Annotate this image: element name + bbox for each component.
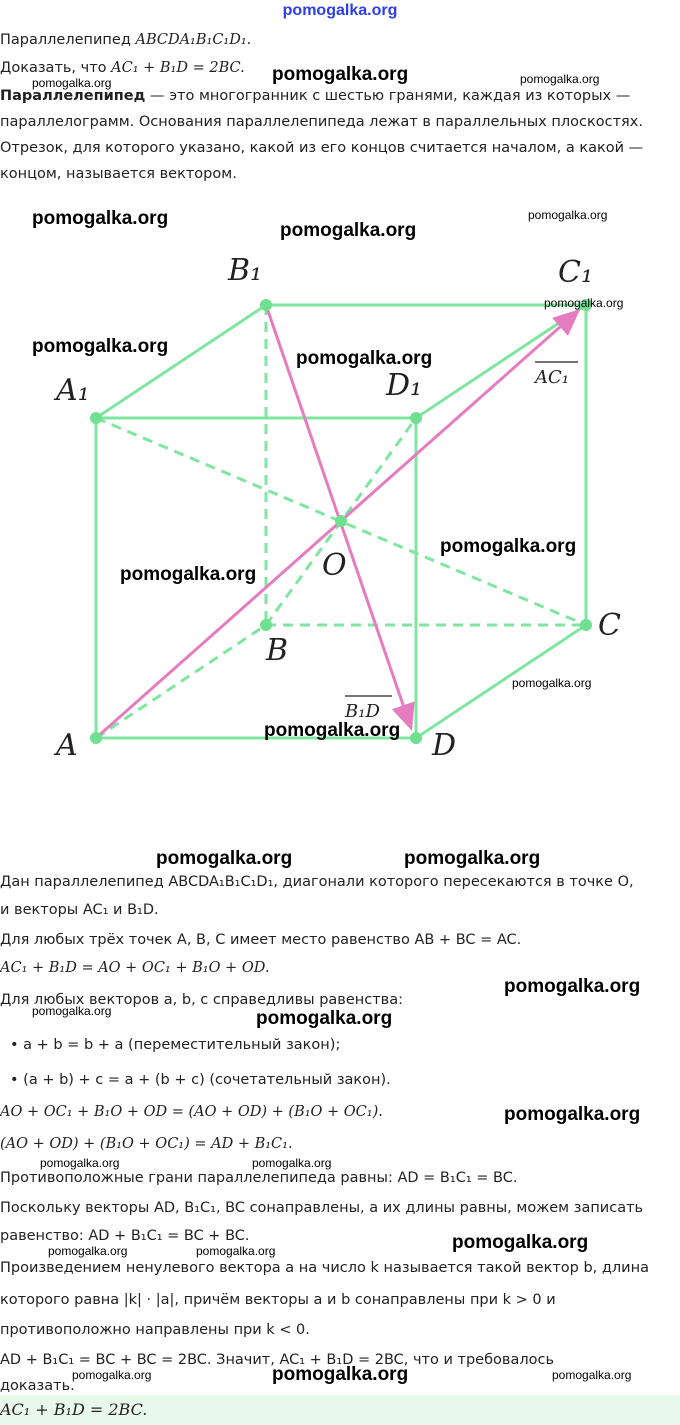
label-B: B xyxy=(266,633,289,668)
label-A1: A₁ xyxy=(56,373,90,408)
solution-line-2: и векторы AC₁ и B₁D. xyxy=(0,902,159,918)
watermark: pomogalka.org xyxy=(72,1368,152,1382)
definition-line-3: Отрезок, для которого указано, какой из его концов считается началом, а какой — xyxy=(0,140,644,156)
watermark: pomogalka.org xyxy=(256,1008,393,1029)
vertex-O xyxy=(335,515,347,527)
solution-line-6: • a + b = b + a (переместительный закон); xyxy=(10,1037,341,1053)
parallelepiped-figure xyxy=(0,190,680,780)
solution-line-4: AC₁ + B₁D = AO + OC₁ + B₁O + OD. xyxy=(0,960,270,976)
watermark: pomogalka.org xyxy=(120,564,257,585)
watermark: pomogalka.org xyxy=(440,536,577,557)
watermark: pomogalka.org xyxy=(552,1368,632,1382)
watermark: pomogalka.org xyxy=(264,720,401,741)
label-A: A xyxy=(56,728,78,763)
vertex-C xyxy=(580,619,592,631)
solution-line-9: (AO + OD) + (B₁O + OC₁) = AD + B₁C₁. xyxy=(0,1136,293,1152)
label-D1: D₁ xyxy=(386,368,423,403)
solution-line-11: Поскольку векторы AD, B₁C₁, BC сонаправлены, а их длины равны, можем записать xyxy=(0,1200,644,1216)
solution-line-5: Для любых векторов a, b, c справедливы равенства: xyxy=(0,992,403,1008)
label-B1: B₁ xyxy=(228,253,263,288)
vertex-D1 xyxy=(410,412,422,424)
vertex-A1 xyxy=(90,412,102,424)
watermark: pomogalka.org xyxy=(528,208,608,222)
label-vector-B1D: B₁D xyxy=(345,701,380,722)
solution-line-17: доказать. xyxy=(0,1378,75,1394)
task-line-2: Доказать, что AC₁ + B₁D = 2BC. xyxy=(0,60,245,76)
watermark: pomogalka.org xyxy=(520,72,600,86)
watermark: pomogalka.org xyxy=(544,296,624,310)
watermark: pomogalka.org xyxy=(272,64,409,85)
watermark: pomogalka.org xyxy=(280,220,417,241)
solution-line-1: Дан параллелепипед ABCDA₁B₁C₁D₁, диагонали которого пересекаются в точке O, xyxy=(0,874,634,890)
definition-line-2: параллелограмм. Основания параллелепипеда лежат в параллельных плоскостях. xyxy=(0,114,643,130)
vertex-B1 xyxy=(260,299,272,311)
result-highlight xyxy=(0,1395,680,1425)
solution-line-14: которого равна |k| · |a|, причём векторы a и b сонаправлены при k > 0 и xyxy=(0,1292,556,1308)
edge-AB xyxy=(96,625,266,738)
solution-line-10: Противоположные грани параллелепипеда равны: AD = B₁C₁ = BC. xyxy=(0,1170,518,1186)
solution-line-3: Для любых трёх точек A, B, C имеет место равенство AB + BC = AC. xyxy=(0,932,522,948)
watermark: pomogalka.org xyxy=(196,1244,276,1258)
solution-line-7: • (a + b) + c = a + (b + c) (сочетательный закон). xyxy=(10,1072,391,1088)
solution-line-13: Произведением ненулевого вектора a на число k называется такой вектор b, длина xyxy=(0,1260,649,1276)
vertex-D xyxy=(410,732,422,744)
watermark: pomogalka.org xyxy=(32,1004,112,1018)
solution-line-16: AD + B₁C₁ = BC + BC = 2BC. Значит, AC₁ + B₁D = 2BC, что и требовалось xyxy=(0,1352,554,1368)
vertex-B xyxy=(260,619,272,631)
task-line-1: Параллелепипед ABCDA₁B₁C₁D₁. xyxy=(0,32,252,48)
watermark: pomogalka.org xyxy=(504,976,641,997)
watermark: pomogalka.org xyxy=(32,76,112,90)
watermark: pomogalka.org xyxy=(32,208,169,229)
watermark: pomogalka.org xyxy=(512,676,592,690)
watermark: pomogalka.org xyxy=(452,1232,589,1253)
solution-line-8: AO + OC₁ + B₁O + OD = (AO + OD) + (B₁O + OC₁). xyxy=(0,1104,383,1120)
label-O: O xyxy=(322,548,347,583)
watermark: pomogalka.org xyxy=(40,1156,120,1170)
watermark: pomogalka.org xyxy=(32,336,169,357)
watermark: pomogalka.org xyxy=(48,1244,128,1258)
site-header[interactable]: pomogalka.org xyxy=(282,2,398,19)
definition-line-1: Параллелепипед — это многогранник с шестью гранями, каждая из которых — xyxy=(0,88,631,104)
solution-line-15: противоположно направлены при k < 0. xyxy=(0,1322,310,1338)
edge-A1B1 xyxy=(96,305,266,418)
watermark: pomogalka.org xyxy=(404,848,541,869)
watermark: pomogalka.org xyxy=(252,1156,332,1170)
watermark: pomogalka.org xyxy=(296,348,433,369)
definition-line-4: концом, называется вектором. xyxy=(0,166,237,182)
watermark: pomogalka.org xyxy=(156,848,293,869)
vertex-A xyxy=(90,732,102,744)
watermark: pomogalka.org xyxy=(272,1364,409,1385)
solution-line-12: равенство: AD + B₁C₁ = BC + BC. xyxy=(0,1228,250,1244)
label-C: C xyxy=(598,608,621,643)
label-C1: C₁ xyxy=(558,255,593,290)
label-vector-AC1: AC₁ xyxy=(535,367,569,388)
label-D: D xyxy=(432,728,457,763)
watermark: pomogalka.org xyxy=(504,1104,641,1125)
result-equation: AC₁ + B₁D = 2BC. xyxy=(0,1400,148,1419)
